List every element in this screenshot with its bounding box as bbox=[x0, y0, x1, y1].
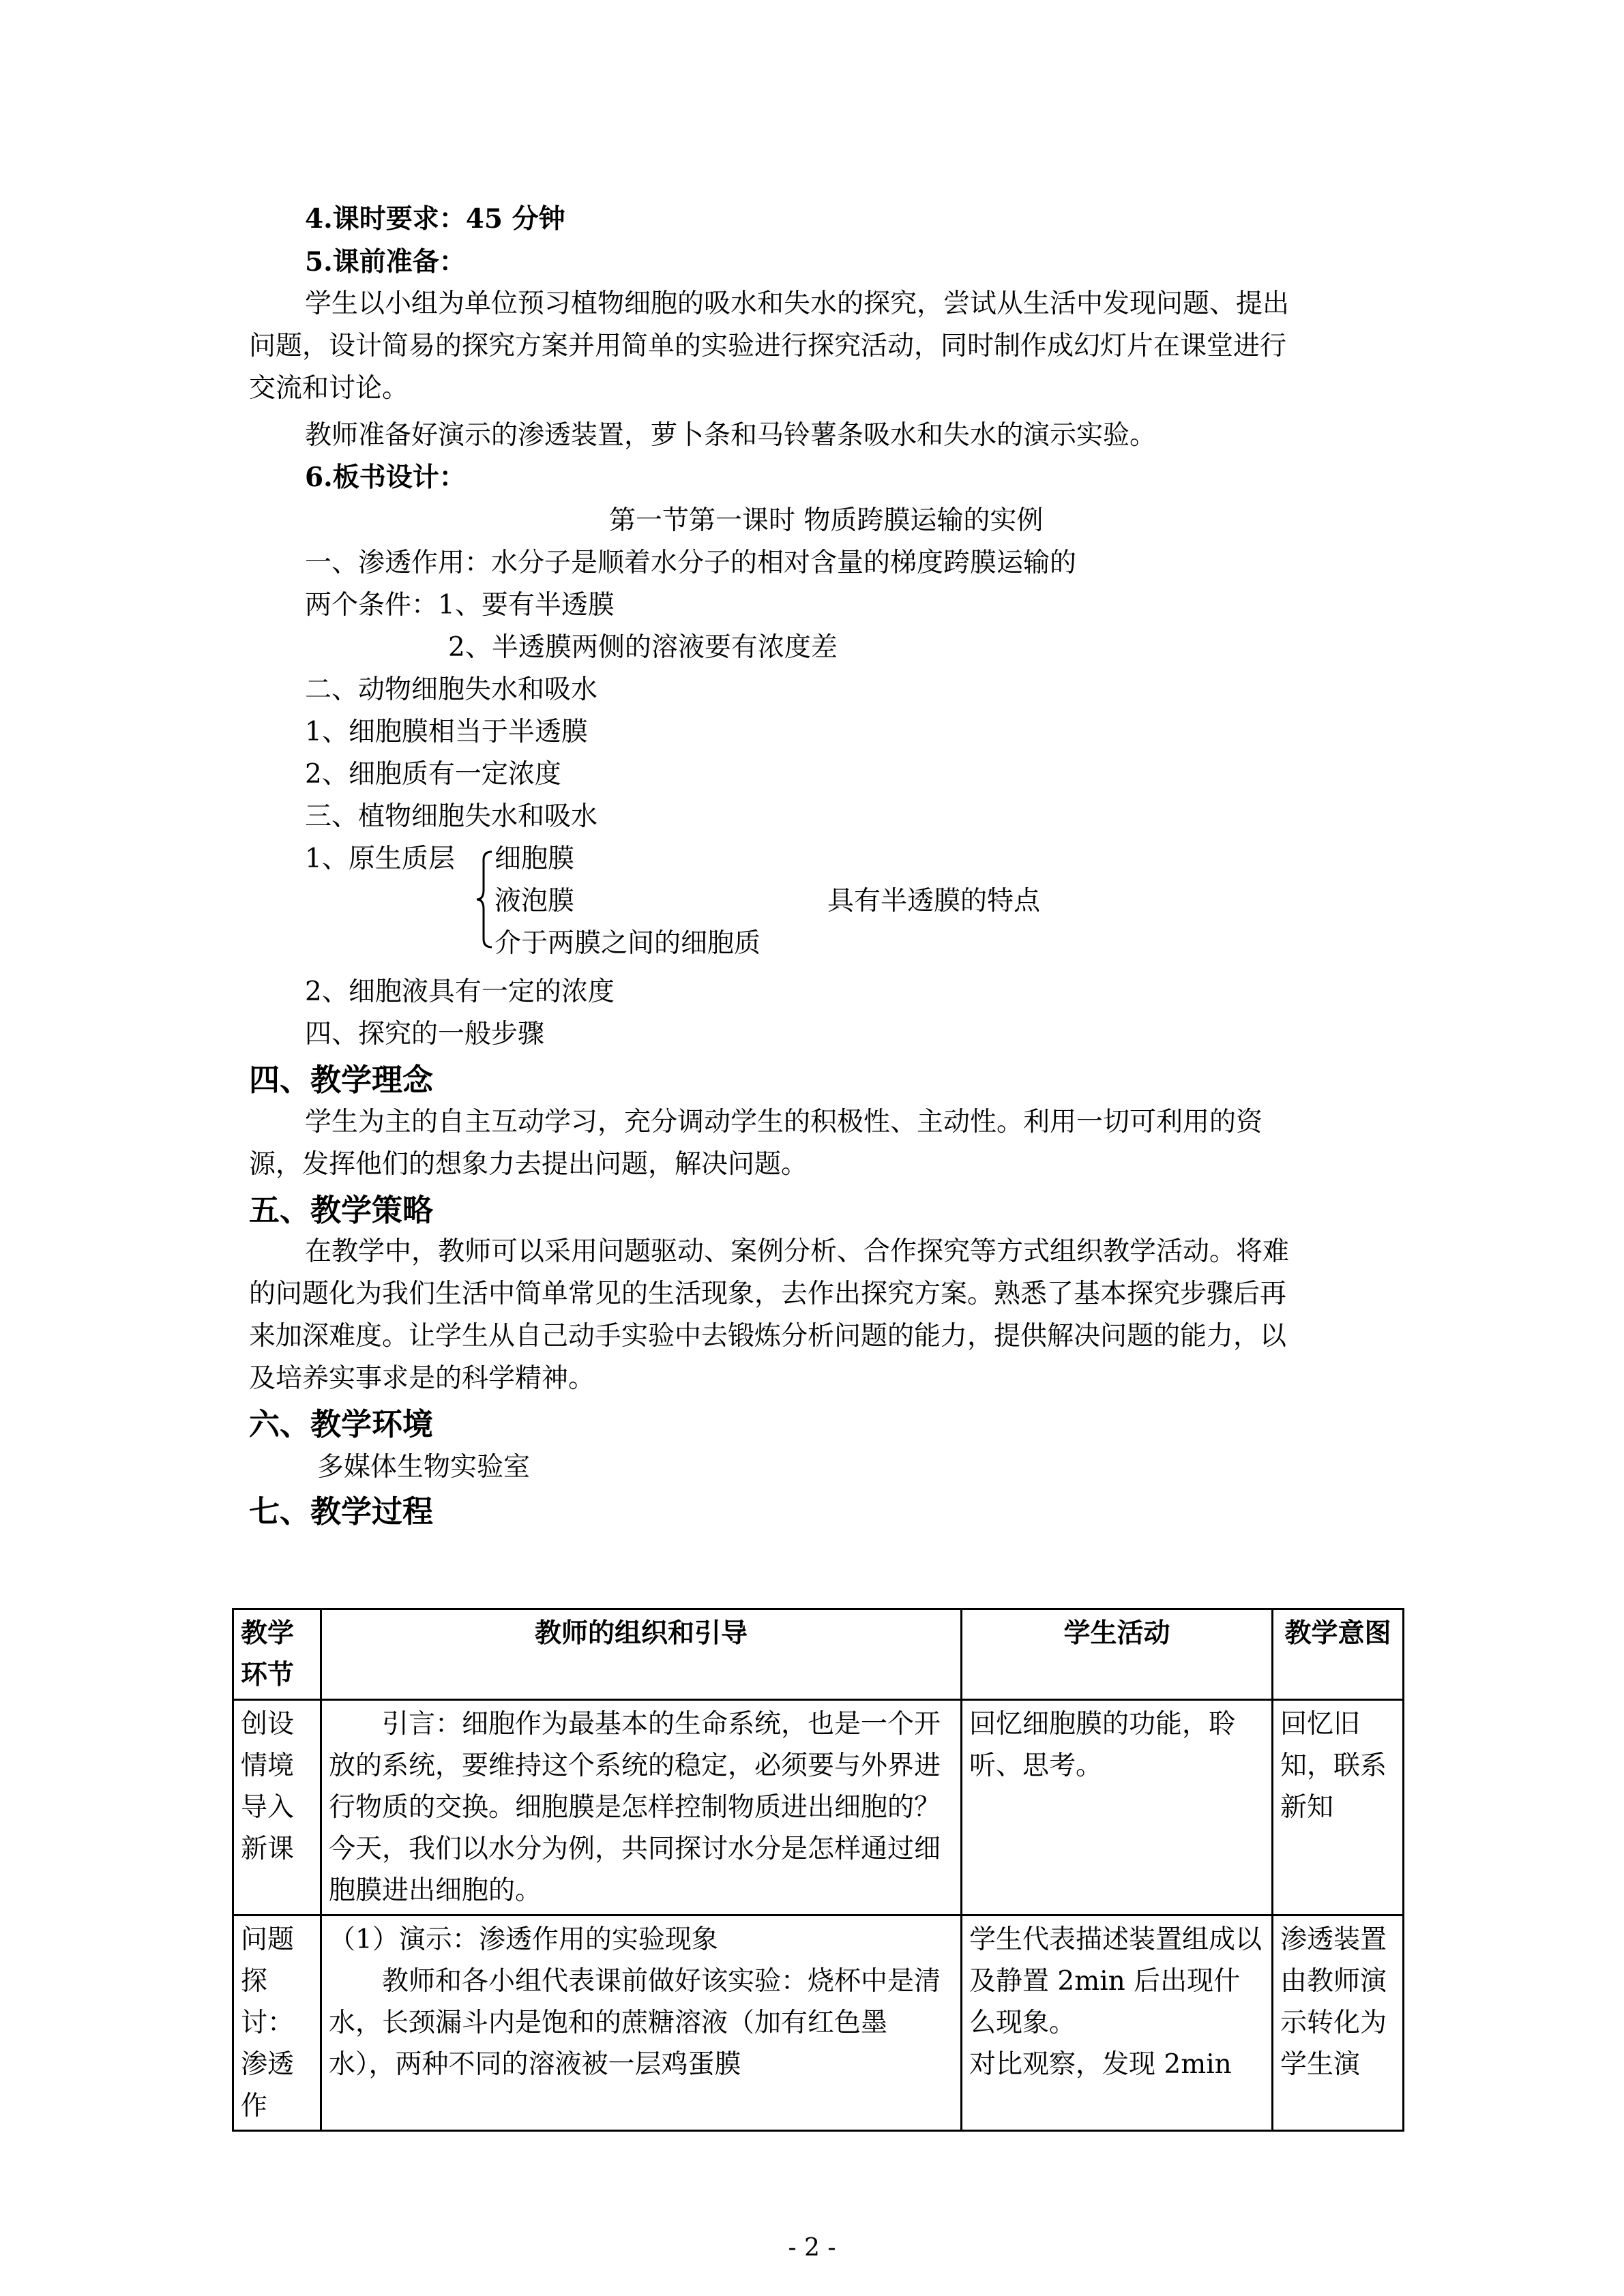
board-line-plant-cells: 三、植物细胞失水和吸水 bbox=[305, 801, 598, 832]
strategy-line-1: 在教学中，教师可以采用问题驱动、案例分析、合作探究等方式组织教学活动。将难 bbox=[305, 1236, 1290, 1267]
board-line-inquiry-steps: 四、探究的一般步骤 bbox=[305, 1019, 545, 1049]
teacher-text-demo: （1）演示：渗透作用的实验现象 bbox=[329, 1924, 718, 1955]
board-line-two-conditions: 两个条件：1、要有半透膜 bbox=[305, 590, 615, 621]
section-heading-teaching-philosophy: 四、教学理念 bbox=[249, 1062, 434, 1098]
page-number: - 2 - bbox=[788, 2234, 836, 2262]
cell-teacher bbox=[321, 1915, 962, 2131]
board-title: 第一节第一课时 物质跨膜运输的实例 bbox=[609, 505, 1044, 536]
strategy-line-4: 及培养实事求是的科学精神。 bbox=[249, 1363, 595, 1394]
philosophy-line-1: 学生为主的自主互动学习，充分调动学生的积极性、主动性。利用一切可利用的资 bbox=[305, 1107, 1263, 1137]
board-line-osmosis: 一、渗透作用：水分子是顺着水分子的相对含量的梯度跨膜运输的 bbox=[305, 548, 1077, 578]
student-text-observe: 对比观察，发现 2min bbox=[969, 2049, 1232, 2080]
strategy-line-3: 来加深难度。让学生从自己动手实验中去锻炼分析问题的能力，提供解决问题的能力，以 bbox=[249, 1321, 1287, 1352]
table-header-row bbox=[233, 1609, 1404, 1700]
board-line-animal-cells: 二、动物细胞失水和吸水 bbox=[305, 674, 598, 705]
prep-paragraph-line-3: 交流和讨论。 bbox=[249, 373, 409, 404]
header-teaching-intent: 教学意图 bbox=[1273, 1609, 1404, 1700]
cell-teacher: 引言：细胞作为最基本的生命系统，也是一个开放的系统，要维持这个系统的稳定，必须要与外界进行物质的交换。细胞膜是怎样控制物质进出细胞的？今天，我们以水分为例，共同探讨水分是怎样通过细胞膜进出细胞的。 bbox=[321, 1700, 962, 1915]
prep-paragraph-line-1: 学生以小组为单位预习植物细胞的吸水和失水的探究，尝试从生活中发现问题、提出 bbox=[305, 288, 1290, 319]
cell-intent: 渗透装置由教师演示转化为学生演 bbox=[1273, 1915, 1404, 2131]
environment-line: 多媒体生物实验室 bbox=[317, 1452, 531, 1482]
student-text-describe: 学生代表描述装置组成以及静置 2min 后出现什么现象。 bbox=[969, 1924, 1263, 2038]
header-teacher-guidance: 教师的组织和引导 bbox=[321, 1609, 962, 1700]
cell-intent: 回忆旧知，联系新知 bbox=[1273, 1700, 1404, 1915]
brace-item-vacuole-membrane: 液泡膜 bbox=[494, 886, 575, 916]
cell-stage: 问题探讨：渗透作 bbox=[233, 1915, 321, 2131]
cell-stage: 创设情境导入新课 bbox=[233, 1700, 321, 1915]
teaching-process-table bbox=[232, 1608, 1404, 2132]
item-preparation: 5.课前准备： bbox=[305, 246, 466, 278]
item-class-duration: 4.课时要求：45 分钟 bbox=[305, 203, 565, 235]
section-heading-teaching-environment: 六、教学环境 bbox=[249, 1406, 434, 1442]
table-row bbox=[233, 1700, 1404, 1915]
cell-student: 回忆细胞膜的功能，聆听、思考。 bbox=[962, 1700, 1273, 1915]
board-line-cytoplasm: 2、细胞质有一定浓度 bbox=[305, 759, 561, 790]
board-line-cell-sap: 2、细胞液具有一定的浓度 bbox=[305, 976, 615, 1007]
header-student-activity: 学生活动 bbox=[962, 1609, 1273, 1700]
cell-student bbox=[962, 1915, 1273, 2131]
curly-brace-icon bbox=[475, 850, 493, 949]
header-stage: 教学环节 bbox=[233, 1609, 321, 1700]
philosophy-line-2: 源，发挥他们的想象力去提出问题，解决问题。 bbox=[249, 1149, 808, 1180]
brace-item-cell-membrane: 细胞膜 bbox=[494, 844, 575, 874]
board-line-protoplast-layer: 1、原生质层 bbox=[305, 844, 455, 874]
teacher-text-experiment: 教师和各小组代表课前做好该实验：烧杯中是清水，长颈漏斗内是饱和的蔗糖溶液（加有红色墨水），两种不同的溶液被一层鸡蛋膜 bbox=[329, 1966, 941, 2080]
table-row bbox=[233, 1915, 1404, 2131]
brace-item-between-membranes: 介于两膜之间的细胞质 bbox=[494, 928, 761, 959]
section-heading-teaching-strategy: 五、教学策略 bbox=[249, 1192, 434, 1228]
brace-note-semipermeable: 具有半透膜的特点 bbox=[827, 886, 1041, 916]
strategy-line-2: 的问题化为我们生活中简单常见的生活现象，去作出探究方案。熟悉了基本探究步骤后再 bbox=[249, 1279, 1287, 1309]
prep-paragraph-line-2: 问题，设计简易的探究方案并用简单的实验进行探究活动，同时制作成幻灯片在课堂进行 bbox=[249, 331, 1287, 361]
section-heading-teaching-process: 七、教学过程 bbox=[249, 1493, 434, 1530]
board-line-membrane: 1、细胞膜相当于半透膜 bbox=[305, 717, 588, 747]
teacher-prep-paragraph: 教师准备好演示的渗透装置，萝卜条和马铃薯条吸水和失水的演示实验。 bbox=[305, 420, 1157, 451]
item-board-design: 6.板书设计： bbox=[305, 462, 466, 493]
board-line-concentration-difference: 2、半透膜两侧的溶液要有浓度差 bbox=[448, 632, 838, 663]
